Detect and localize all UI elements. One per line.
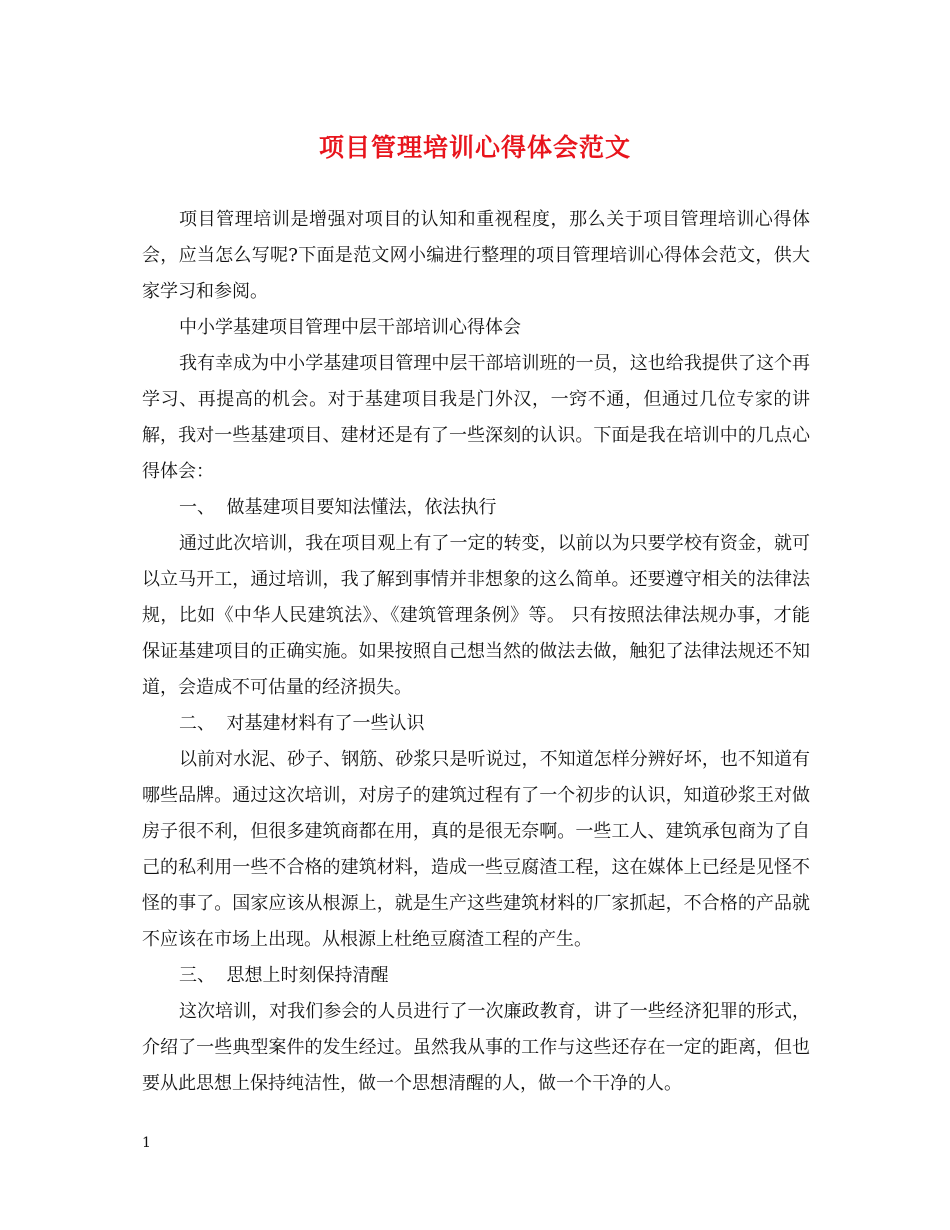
section-heading-2: 二、 对基建材料有了一些认识 (179, 713, 425, 734)
body-paragraph: 以前对水泥、砂子、钢筋、砂浆只是听说过，不知道怎样分辨好坏，也不知道有哪些品牌。通过这次培训，对房子的建筑过程有了一个初步的认识，知道砂浆王对做房子很不利，但很多建筑商都在用，真的是很无奈啊。一些工人、建筑承包商为了自己的私利用一些不合格的建筑材料，造成一些豆腐渣工程，这在媒体上已经是见怪不怪的事了。国家应该从根源上，就是生产这些建筑材料的厂家抓起，不合格的产品就不应该在市场上出现。从根源上杜绝豆腐渣工程的产生。 (142, 749, 810, 950)
intro-paragraph: 项目管理培训是增强对项目的认知和重视程度，那么关于项目管理培训心得体会，应当怎么写呢?下面是范文网小编进行整理的项目管理培训心得体会范文，供大家学习和参阅。 (142, 209, 810, 302)
article-subtitle: 中小学基建项目管理中层干部培训心得体会 (179, 317, 521, 338)
body-paragraph: 这次培训，对我们参会的人员进行了一次廉政教育，讲了一些经济犯罪的形式，介绍了一些典型案件的发生经过。虽然我从事的工作与这些还存在一定的距离，但也要从此思想上保持纯洁性，做一个思想清醒的人，做一个干净的人。 (142, 1001, 810, 1094)
document-body (142, 202, 810, 1102)
section-heading-1: 一、 做基建项目要知法懂法，依法执行 (179, 497, 497, 518)
page-number: 1 (142, 1135, 151, 1151)
body-paragraph: 我有幸成为中小学基建项目管理中层干部培训班的一员，这也给我提供了这个再学习、再提高的机会。对于基建项目我是门外汉，一窍不通，但通过几位专家的讲解，我对一些基建项目、建材还是有了一些深刻的认识。下面是我在培训中的几点心得体会： (142, 353, 810, 482)
body-paragraph: 通过此次培训，我在项目观上有了一定的转变，以前以为只要学校有资金，就可以立马开工，通过培训，我了解到事情并非想象的这么简单。还要遵守相关的法律法规，比如《中华人民建筑法》、《建筑管理条例》等。 只有按照法律法规办事，才能保证基建项目的正确实施。如果按照自己想当然的做法去做，触犯了法律法规还不知道，会造成不可估量的经济损失。 (142, 533, 810, 698)
document-title: 项目管理培训心得体会范文 (318, 133, 631, 162)
section-heading-3: 三、 思想上时刻保持清醒 (179, 965, 389, 986)
